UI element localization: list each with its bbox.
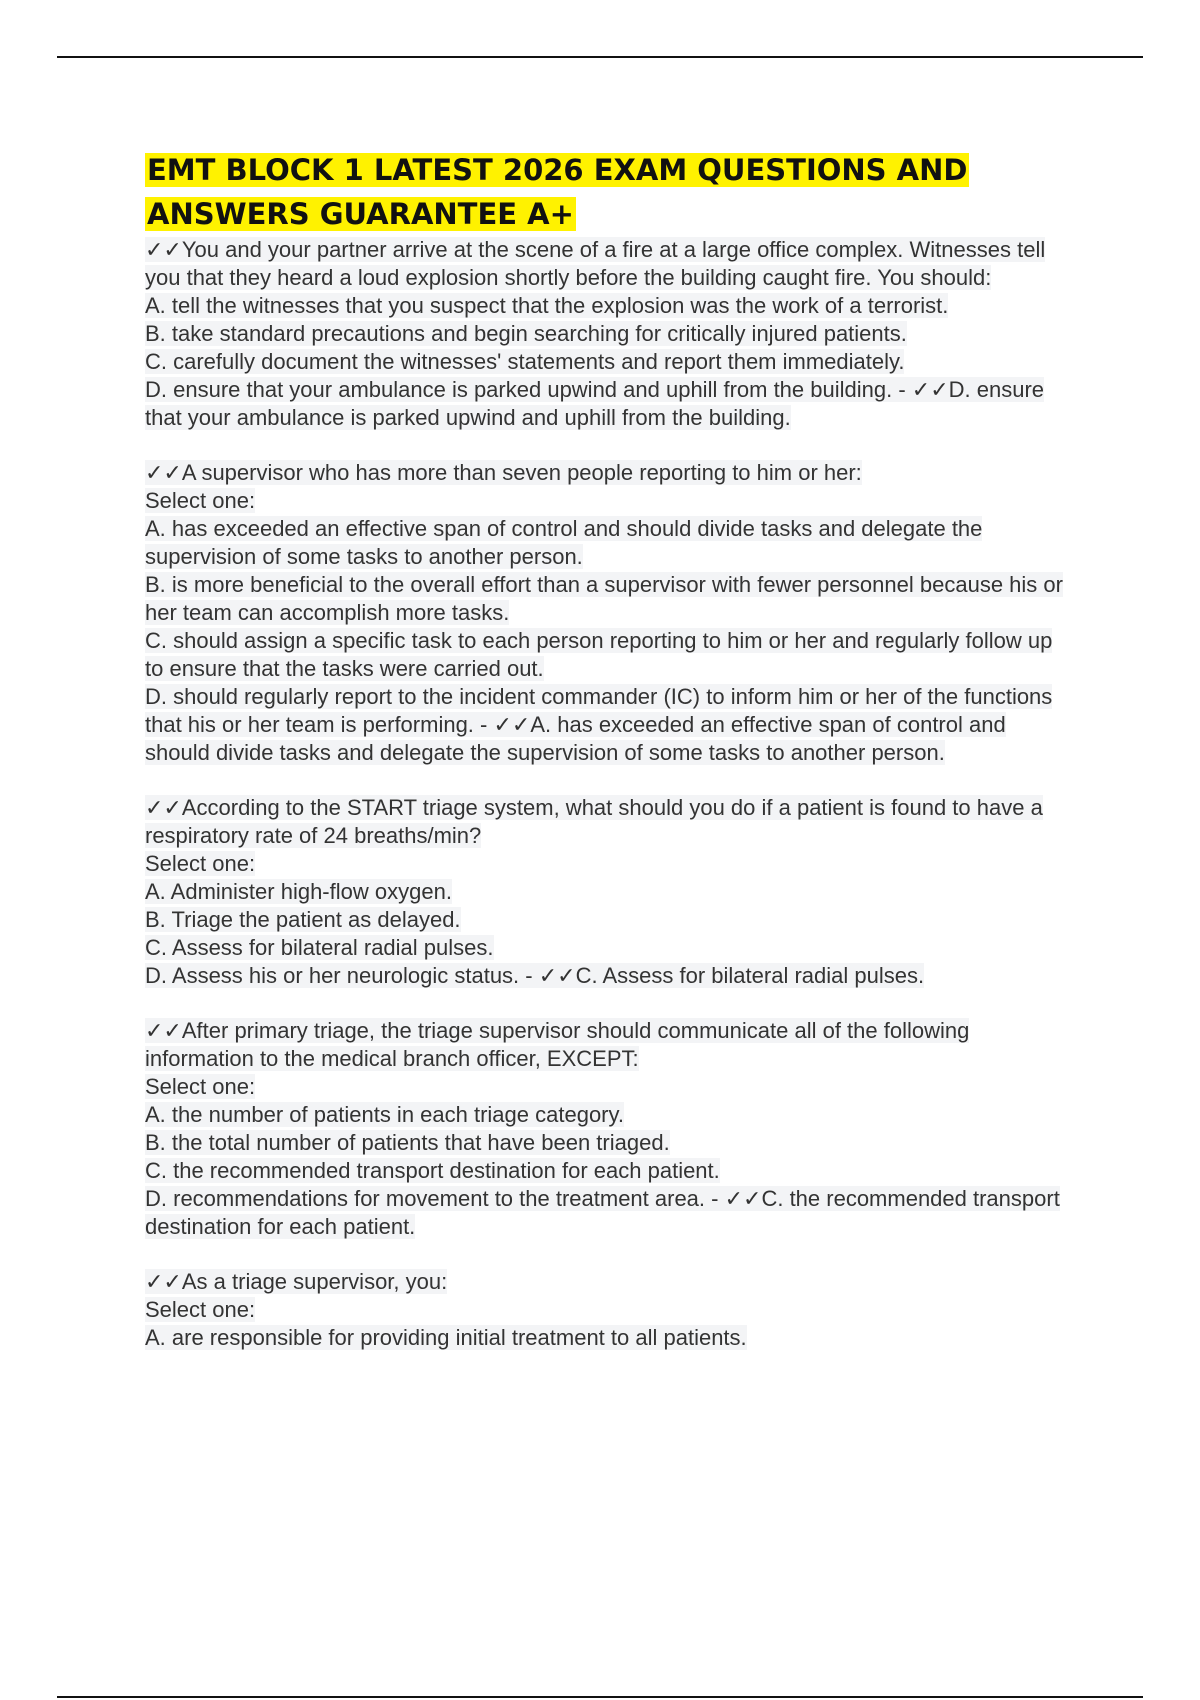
question-text: ✓✓After primary triage, the triage supervisor should communicate all of the following information to the medical branch officer, EXCEPT: xyxy=(145,1018,970,1071)
question-block-2 xyxy=(145,459,1075,767)
document-title xyxy=(145,148,1075,236)
option-a: A. tell the witnesses that you suspect that the explosion was the work of a terrorist. xyxy=(145,293,949,318)
select-one-label: Select one: xyxy=(145,488,256,513)
title-line-1: EMT BLOCK 1 LATEST 2026 EXAM QUESTIONS AND xyxy=(147,153,968,187)
option-b: B. take standard precautions and begin searching for critically injured patients. xyxy=(145,321,907,346)
question-block-3 xyxy=(145,794,1075,990)
question-block-4 xyxy=(145,1017,1075,1241)
option-c: C. the recommended transport destination for each patient. xyxy=(145,1158,720,1183)
question-text: ✓✓You and your partner arrive at the scene of a fire at a large office complex. Witnesses tell you that they heard a loud explosion shortly before the building caught fire. You should: xyxy=(145,237,1046,290)
option-a: A. are responsible for providing initial treatment to all patients. xyxy=(145,1325,747,1350)
option-c: C. Assess for bilateral radial pulses. xyxy=(145,935,494,960)
question-block-5 xyxy=(145,1268,1075,1352)
question-text: ✓✓As a triage supervisor, you: xyxy=(145,1269,448,1294)
option-d-with-answer: D. Assess his or her neurologic status. - ✓✓C. Assess for bilateral radial pulses. xyxy=(145,963,925,988)
option-b: B. the total number of patients that have been triaged. xyxy=(145,1130,670,1155)
select-one-label: Select one: xyxy=(145,851,256,876)
option-a: A. has exceeded an effective span of control and should divide tasks and delegate the supervision of some tasks to another person. xyxy=(145,516,983,569)
question-text: ✓✓According to the START triage system, what should you do if a patient is found to have a respiratory rate of 24 breaths/min? xyxy=(145,795,1043,848)
option-d-with-answer: D. recommendations for movement to the treatment area. - ✓✓C. the recommended transport destination for each patient. xyxy=(145,1186,1060,1239)
option-d-with-answer: D. ensure that your ambulance is parked upwind and uphill from the building. - ✓✓D. ensure that your ambulance is parked upwind and uphill from the building. xyxy=(145,377,1045,430)
header-rule xyxy=(57,56,1143,58)
option-d-with-answer: D. should regularly report to the incident commander (IC) to inform him or her of the functions that his or her team is performing. - ✓✓A. has exceeded an effective span of control and should divide tasks and delegate the supervision of some tasks to another person. xyxy=(145,684,1053,765)
option-b: B. Triage the patient as delayed. xyxy=(145,907,461,932)
select-one-label: Select one: xyxy=(145,1074,256,1099)
footer-rule xyxy=(57,1696,1143,1698)
option-b: B. is more beneficial to the overall effort than a supervisor with fewer personnel because his or her team can accomplish more tasks. xyxy=(145,572,1063,625)
option-c: C. carefully document the witnesses' statements and report them immediately. xyxy=(145,349,905,374)
question-text: ✓✓A supervisor who has more than seven people reporting to him or her: xyxy=(145,460,862,485)
option-c: C. should assign a specific task to each person reporting to him or her and regularly follow up to ensure that the tasks were carried out. xyxy=(145,628,1053,681)
option-a: A. the number of patients in each triage category. xyxy=(145,1102,624,1127)
select-one-label: Select one: xyxy=(145,1297,256,1322)
document-body xyxy=(145,148,1075,1379)
title-line-2: ANSWERS GUARANTEE A+ xyxy=(147,197,574,231)
question-block-1 xyxy=(145,236,1075,432)
option-a: A. Administer high-flow oxygen. xyxy=(145,879,452,904)
